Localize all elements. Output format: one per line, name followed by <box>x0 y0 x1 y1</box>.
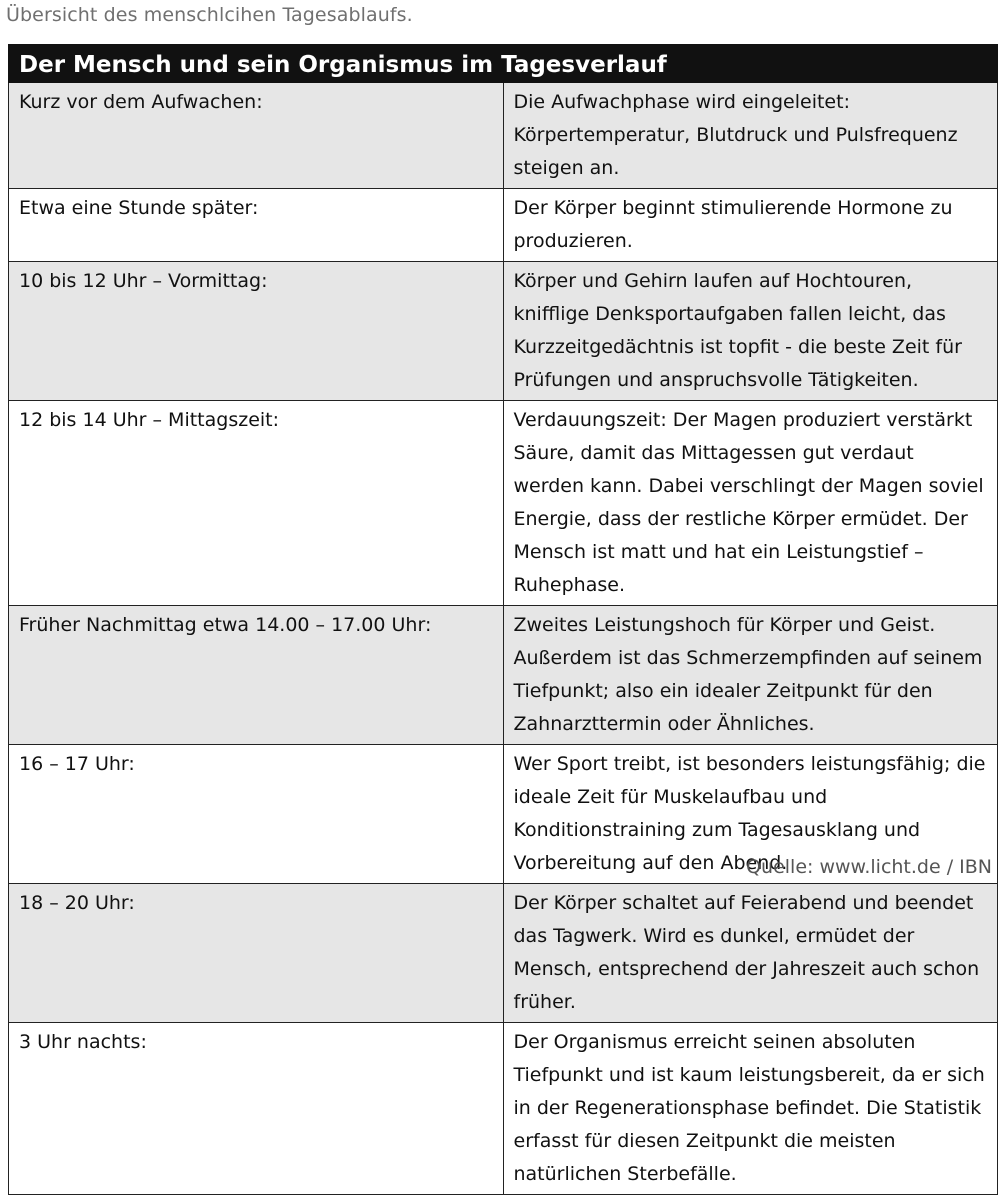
table-title: Der Mensch und sein Organismus im Tagesverlauf <box>9 45 998 83</box>
table-row <box>9 401 998 606</box>
table-row <box>9 83 998 189</box>
description-cell: Zweites Leistungshoch für Körper und Geist. Außerdem ist das Schmerzempfinden auf seinem Tiefpunkt; also ein idealer Zeitpunkt für den Zahnarzttermin oder Ähnliches. <box>503 606 998 745</box>
source-credit: Quelle: www.licht.de / IBN <box>746 856 992 878</box>
time-cell: Früher Nachmittag etwa 14.00 – 17.00 Uhr: <box>9 606 504 745</box>
description-cell: Körper und Gehirn laufen auf Hochtouren, knifflige Denksportaufgaben fallen leicht, das Kurzzeitgedächtnis ist topfit - die beste Zeit für Prüfungen und anspruchsvolle Tätigkeiten. <box>503 262 998 401</box>
table-row <box>9 606 998 745</box>
time-cell: 18 – 20 Uhr: <box>9 884 504 1023</box>
time-cell: 3 Uhr nachts: <box>9 1023 504 1195</box>
description-cell: Der Körper schaltet auf Feierabend und beendet das Tagwerk. Wird es dunkel, ermüdet der Mensch, entsprechend der Jahreszeit auch schon früher. <box>503 884 998 1023</box>
daily-rhythm-table <box>8 44 998 1195</box>
time-cell: Kurz vor dem Aufwachen: <box>9 83 504 189</box>
table-row <box>9 1023 998 1195</box>
description-cell: Wer Sport treibt, ist besonders leistungsfähig; die ideale Zeit für Muskelaufbau und Konditionstraining zum Tagesausklang und Vorbereitung auf den Abend. <box>503 745 998 884</box>
table-row <box>9 884 998 1023</box>
time-cell: 12 bis 14 Uhr – Mittagszeit: <box>9 401 504 606</box>
caption: Übersicht des menschlcihen Tagesablaufs. <box>6 4 413 26</box>
time-cell: Etwa eine Stunde später: <box>9 189 504 262</box>
table-row <box>9 189 998 262</box>
table-header-row <box>9 45 998 83</box>
description-cell: Der Körper beginnt stimulierende Hormone zu produzieren. <box>503 189 998 262</box>
description-cell: Der Organismus erreicht seinen absoluten Tiefpunkt und ist kaum leistungsbereit, da er sich in der Regenerationsphase befindet. Die Statistik erfasst für diesen Zeitpunkt die meisten natürlichen Sterbefälle. <box>503 1023 998 1195</box>
description-cell: Verdauungszeit: Der Magen produziert verstärkt Säure, damit das Mittagessen gut verdaut werden kann. Dabei verschlingt der Magen soviel Energie, dass der restliche Körper ermüdet. Der Mensch ist matt und hat ein Leistungstief – Ruhephase. <box>503 401 998 606</box>
table-row <box>9 262 998 401</box>
time-cell: 16 – 17 Uhr: <box>9 745 504 884</box>
description-cell: Die Aufwachphase wird eingeleitet: Körpertemperatur, Blutdruck und Pulsfrequenz steigen an. <box>503 83 998 189</box>
time-cell: 10 bis 12 Uhr – Vormittag: <box>9 262 504 401</box>
